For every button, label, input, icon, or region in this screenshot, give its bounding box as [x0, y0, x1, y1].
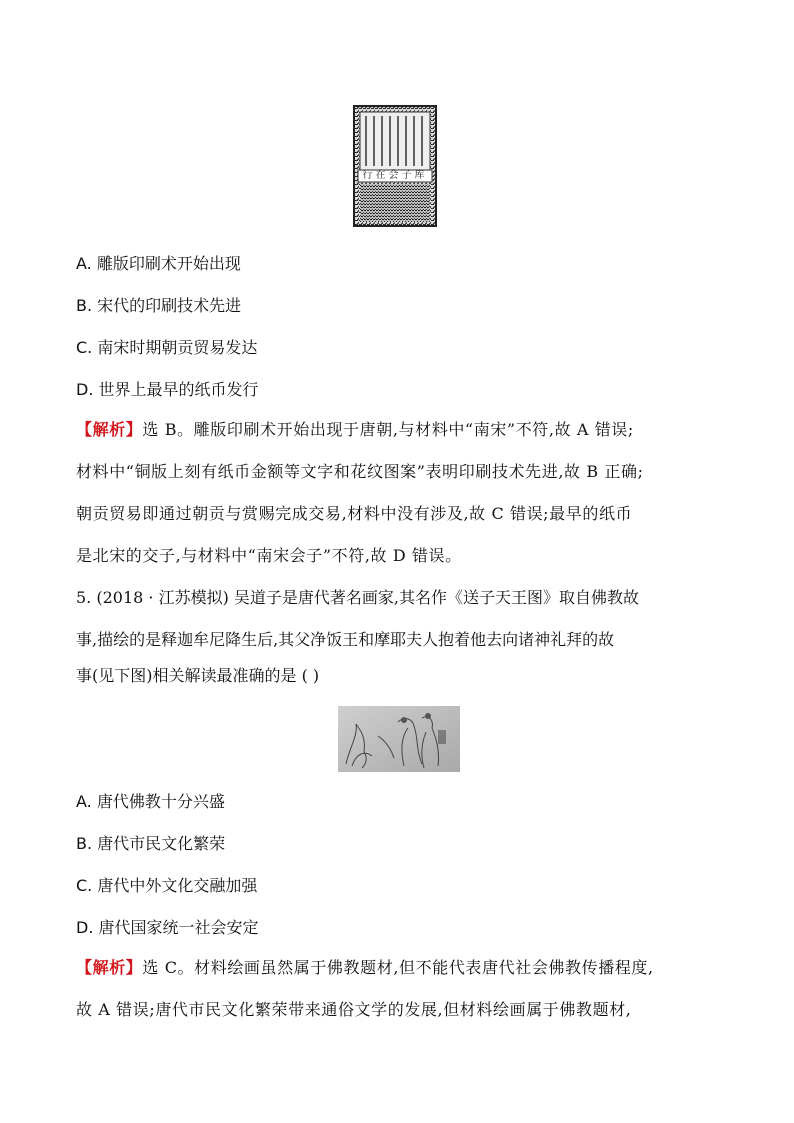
q4-analysis-line-4: 是北宋的交子,与材料中“南宋会子”不符,故 D 错误。 [76, 546, 462, 565]
q5-stem-line-2: 事,描绘的是释迦牟尼降生后,其父净饭王和摩耶夫人抱着他去向诸神礼拜的故 [76, 630, 615, 649]
q5-stem-line-1: 5. (2018 · 江苏模拟) 吴道子是唐代著名画家,其名作《送子天王图》取自佛教故 [76, 588, 639, 607]
q5-stem-line-3: 事(见下图)相关解读最准确的是 ( ) [76, 666, 320, 685]
q5-option-c: C. 唐代中外文化交融加强 [76, 876, 258, 895]
banknote-plate-image [352, 104, 438, 228]
banknote-label: 行在会子库 [362, 170, 428, 181]
q5-option-d: D. 唐代国家统一社会安定 [76, 918, 259, 937]
q4-option-a: A. 雕版印刷术开始出现 [76, 254, 241, 273]
painting-figure [338, 706, 460, 772]
q4-analysis-line-1: 【解析】选 B。雕版印刷术开始出现于唐朝,与材料中“南宋”不符,故 A 错误; [76, 420, 634, 439]
q4-option-d: D. 世界上最早的纸币发行 [76, 380, 259, 399]
q4-analysis-tag: 【解析】 [76, 420, 143, 439]
q5-option-a: A. 唐代佛教十分兴盛 [76, 792, 225, 811]
q5-option-b: B. 唐代市民文化繁荣 [76, 834, 226, 853]
q4-analysis-line-3: 朝贡贸易即通过朝贡与赏赐完成交易,材料中没有涉及,故 C 错误;最早的纸币 [76, 504, 633, 523]
banknote-plate-figure [352, 104, 438, 228]
painting-image [338, 706, 460, 772]
q5-analysis-line-2: 故 A 错误;唐代市民文化繁荣带来通俗文学的发展,但材料绘画属于佛教题材, [76, 1000, 632, 1019]
q5-analysis-line-1: 【解析】选 C。材料绘画虽然属于佛教题材,但不能代表唐代社会佛教传播程度, [76, 958, 654, 977]
q4-analysis-line-2: 材料中“铜版上刻有纸币金额等文字和花纹图案”表明印刷技术先进,故 B 正确; [76, 462, 644, 481]
q5-analysis-tag: 【解析】 [76, 958, 143, 977]
q4-option-c: C. 南宋时期朝贡贸易发达 [76, 338, 258, 357]
q4-option-b: B. 宋代的印刷技术先进 [76, 296, 242, 315]
